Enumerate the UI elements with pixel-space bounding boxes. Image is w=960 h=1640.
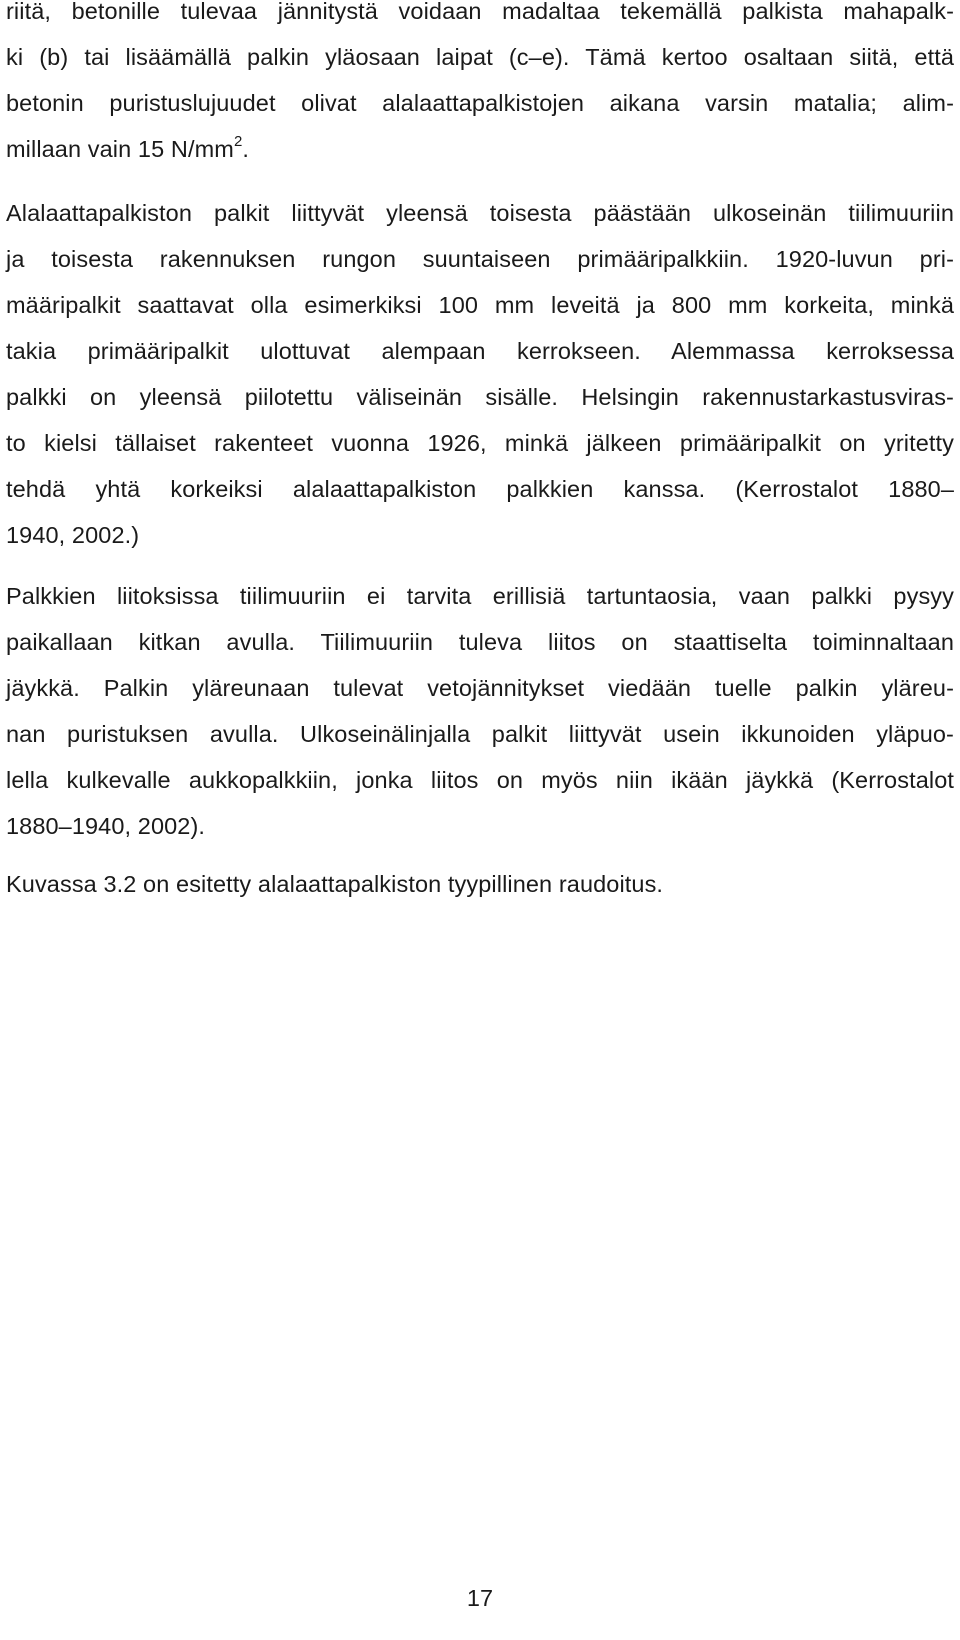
text-line: takia primääripalkit ulottuvat alempaan kerrokseen. Alemmassa kerroksessa (6, 338, 954, 364)
text-fragment: . (242, 136, 250, 162)
text-line: betonin puristuslujuudet olivat alalaattapalkistojen aikana varsin matalia; alim- (6, 90, 954, 116)
text-line: nan puristuksen avulla. Ulkoseinälinjalla palkit liittyvät usein ikkunoiden yläpuo- (6, 721, 954, 747)
text-line: Kuvassa 3.2 on esitetty alalaattapalkiston tyypillinen raudoitus. (6, 871, 664, 897)
text-line: 1940, 2002.) (6, 522, 140, 548)
text-line (6, 126, 954, 172)
text-line: 1880–1940, 2002). (6, 813, 206, 839)
text-line: tehdä yhtä korkeiksi alalaattapalkiston palkkien kanssa. (Kerrostalot 1880– (6, 476, 954, 502)
text-line: määripalkit saattavat olla esimerkiksi 100 mm leveitä ja 800 mm korkeita, minkä (6, 292, 954, 318)
text-line: paikallaan kitkan avulla. Tiilimuuriin tuleva liitos on staattiselta toiminnaltaan (6, 629, 954, 655)
text-line: riitä, betonille tulevaa jännitystä voidaan madaltaa tekemällä palkista mahapalk- (6, 0, 954, 24)
text-line: palkki on yleensä piilotettu väliseinän sisälle. Helsingin rakennustarkastusviras- (6, 384, 954, 410)
text-line: Palkkien liitoksissa tiilimuuriin ei tarvita erillisiä tartuntaosia, vaan palkki pysyy (6, 583, 954, 609)
text-line: ja toisesta rakennuksen rungon suuntaiseen primääripalkkiin. 1920-luvun pri- (6, 246, 954, 272)
text-line: Alalaattapalkiston palkit liittyvät yleensä toisesta päästään ulkoseinän tiilimuuriin (6, 200, 954, 226)
text-line: to kielsi tällaiset rakenteet vuonna 1926, minkä jälkeen primääripalkit on yritetty (6, 430, 954, 456)
text-fragment: millaan vain 15 N/mm (6, 136, 234, 162)
paragraph-4 (6, 861, 954, 907)
text-line: lella kulkevalle aukkopalkkiin, jonka liitos on myös niin ikään jäykkä (Kerrostalot (6, 767, 954, 793)
text-line: ki (b) tai lisäämällä palkin yläosaan laipat (c–e). Tämä kertoo osaltaan siitä, että (6, 44, 954, 70)
page-number: 17 (466, 1585, 494, 1611)
paragraph-3 (6, 573, 954, 849)
text-line: jäykkä. Palkin yläreunaan tulevat vetojännitykset viedään tuelle palkin yläreu- (6, 675, 954, 701)
paragraph-1 (6, 0, 954, 172)
superscript: 2 (233, 133, 243, 151)
paragraph-2 (6, 190, 954, 558)
